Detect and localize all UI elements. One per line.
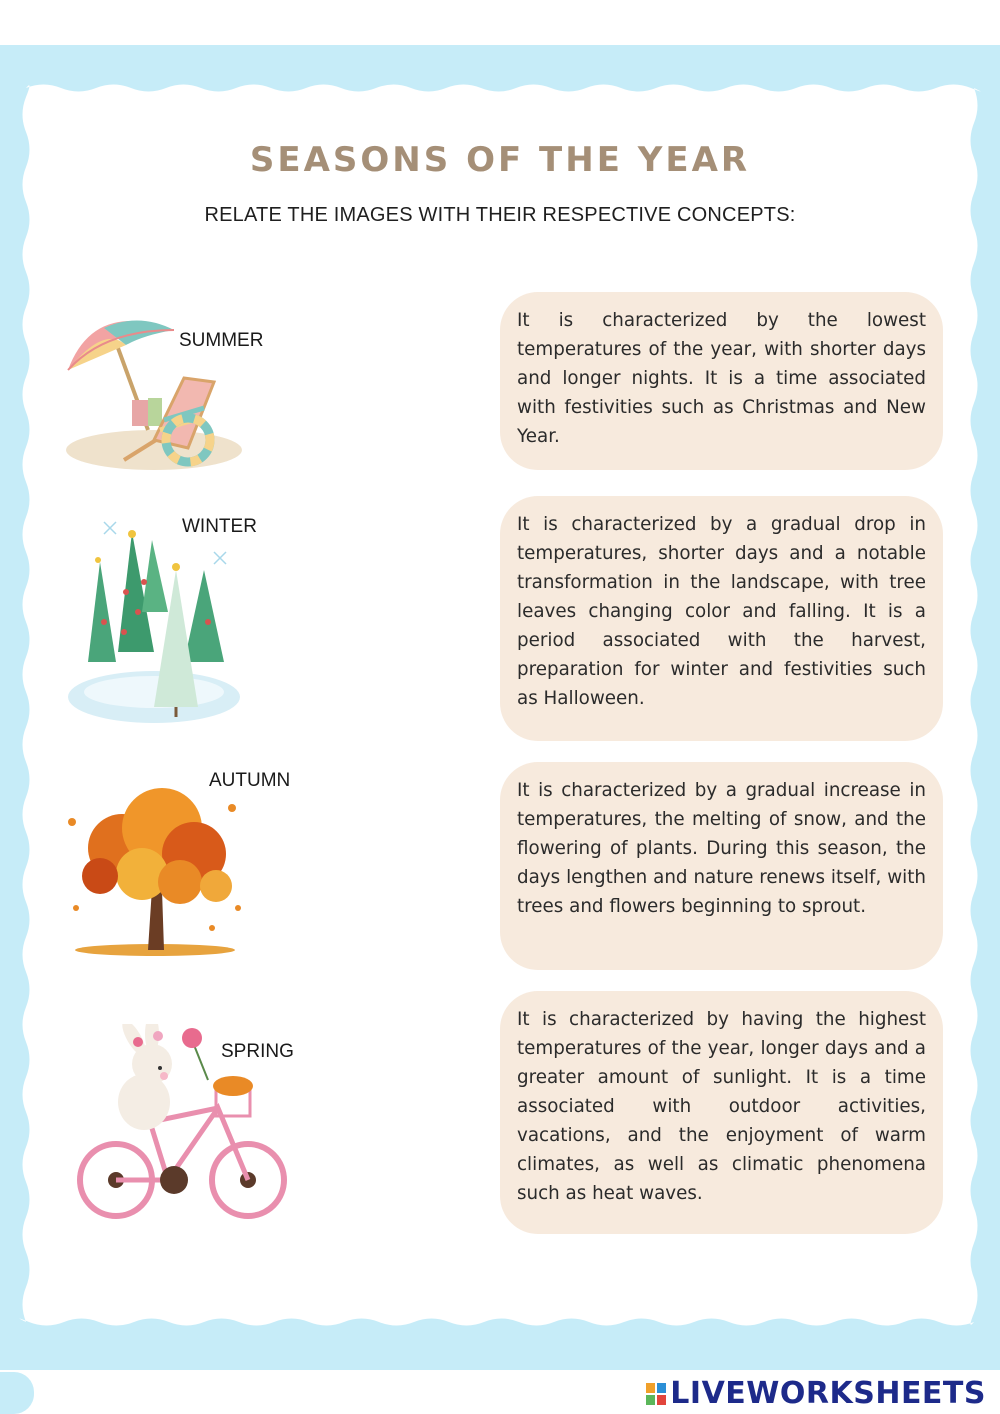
autumn-tree-icon <box>62 778 248 958</box>
season-label-autumn: AUTUMN <box>209 770 291 791</box>
concept-text-1: It is characterized by the lowest temperatures of the year, with shorter days and longer nights. It is a time associated with festivities such as Christmas and New Year. <box>517 310 926 447</box>
concept-card-2[interactable] <box>500 496 943 741</box>
concept-card-4[interactable] <box>500 991 943 1234</box>
concept-text-3: It is characterized by a gradual increase in temperatures, the melting of snow, and the flowering of plants. During this season, the days lengthen and nature renews itself, with trees and flowers beginning to sprout. <box>517 780 926 917</box>
liveworksheets-logo <box>646 1376 986 1411</box>
snowy-pine-trees-icon <box>64 512 244 724</box>
liveworksheets-logo-icon <box>646 1383 666 1405</box>
concept-text-4: It is characterized by having the highest temperatures of the year, longer days and a greater amount of sunlight. It is a time associated with outdoor activities, vacations, and the enjoyment of warm climates, as well as climatic phenomena such as heat waves. <box>517 1009 926 1204</box>
season-label-winter: WINTER <box>182 516 257 537</box>
concept-card-3[interactable] <box>500 762 943 970</box>
worksheet-title: SEASONS OF THE YEAR <box>249 140 751 180</box>
season-label-spring: SPRING <box>221 1041 294 1062</box>
season-label-summer: SUMMER <box>179 330 264 351</box>
beach-umbrella-chair-icon <box>64 290 244 475</box>
worksheet-instruction: RELATE THE IMAGES WITH THEIR RESPECTIVE CONCEPTS: <box>204 204 796 226</box>
concept-text-2: It is characterized by a gradual drop in temperatures, shorter days and a notable transformation in the landscape, with tree leaves changing color and falling. It is a period associated with the harvest, preparation for winter and festivities such as Halloween. <box>517 514 926 709</box>
brand-text: LIVEWORKSHEETS <box>670 1376 986 1411</box>
concept-card-1[interactable] <box>500 292 943 470</box>
